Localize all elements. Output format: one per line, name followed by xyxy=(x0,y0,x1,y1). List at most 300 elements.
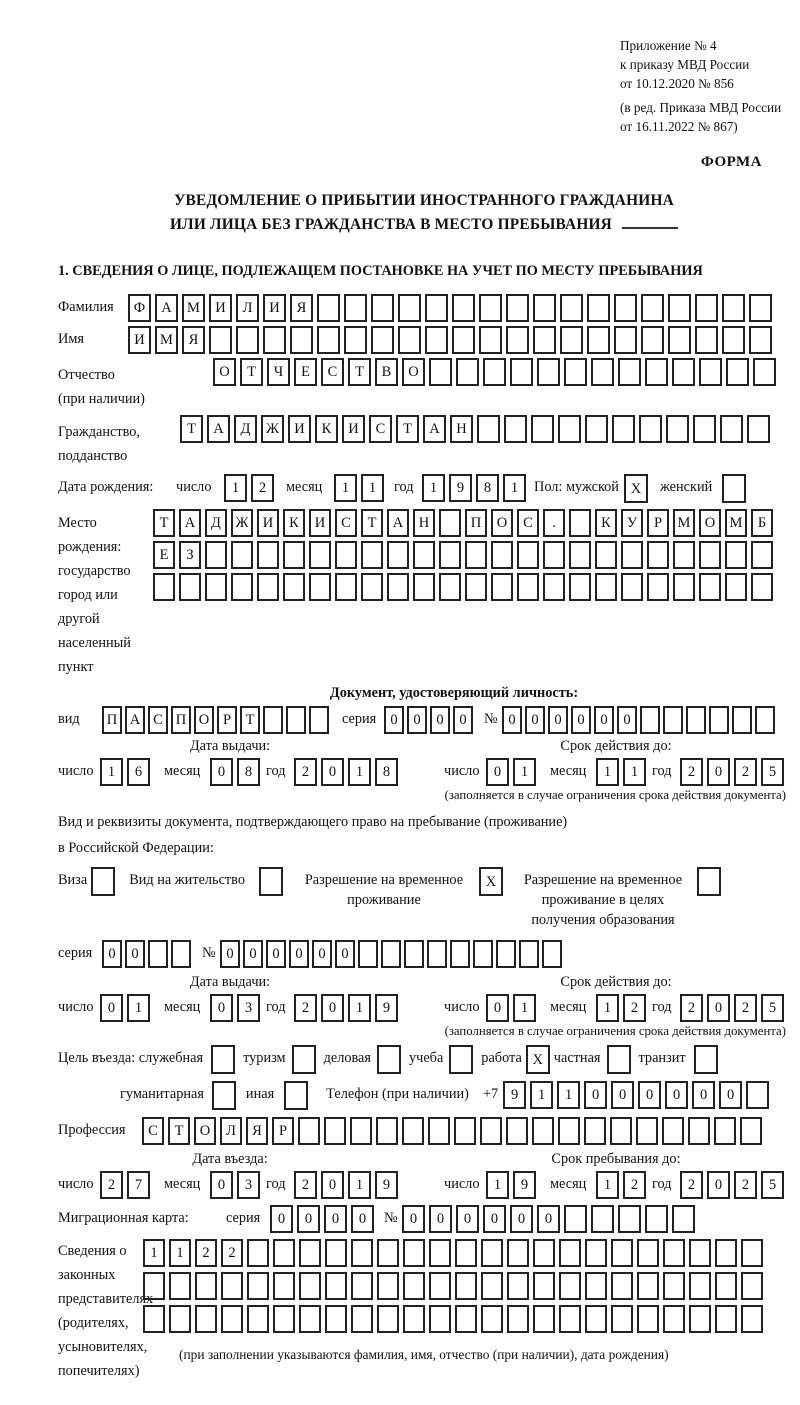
form-cell[interactable] xyxy=(473,940,493,968)
purpose-study-checkbox[interactable] xyxy=(449,1045,473,1074)
form-cell[interactable] xyxy=(344,294,367,322)
form-cell[interactable]: А xyxy=(387,509,409,537)
form-cell[interactable]: . xyxy=(543,509,565,537)
form-cell[interactable]: И xyxy=(209,294,232,322)
birthplace-cells-row1[interactable] xyxy=(153,509,777,537)
form-cell[interactable] xyxy=(428,1117,450,1145)
form-cell[interactable] xyxy=(481,1272,503,1300)
form-cell[interactable] xyxy=(560,294,583,322)
form-cell[interactable]: Т xyxy=(240,706,260,734)
form-cell[interactable] xyxy=(361,541,383,569)
form-cell[interactable] xyxy=(558,1117,580,1145)
form-cell[interactable]: И xyxy=(342,415,365,443)
form-cell[interactable] xyxy=(695,326,718,354)
migration-series-cells[interactable] xyxy=(270,1205,378,1233)
form-cell[interactable] xyxy=(595,541,617,569)
form-cell[interactable] xyxy=(231,573,253,601)
form-cell[interactable] xyxy=(403,1239,425,1267)
form-cell[interactable] xyxy=(429,1305,451,1333)
form-cell[interactable]: 0 xyxy=(210,758,233,786)
form-cell[interactable] xyxy=(425,294,448,322)
purpose-business-checkbox[interactable] xyxy=(377,1045,401,1074)
form-cell[interactable]: С xyxy=(148,706,168,734)
form-cell[interactable] xyxy=(715,1239,737,1267)
form-cell[interactable]: 2 xyxy=(734,758,757,786)
temp-permit-checkbox[interactable]: X xyxy=(479,867,503,896)
form-cell[interactable]: К xyxy=(315,415,338,443)
form-cell[interactable]: 0 xyxy=(692,1081,715,1109)
form-cell[interactable] xyxy=(647,573,669,601)
form-cell[interactable] xyxy=(506,1117,528,1145)
form-cell[interactable] xyxy=(751,541,773,569)
form-cell[interactable] xyxy=(720,415,743,443)
form-cell[interactable]: 9 xyxy=(375,1171,398,1199)
form-cell[interactable] xyxy=(507,1239,529,1267)
doc-number-cells[interactable] xyxy=(502,706,778,734)
surname-cells[interactable] xyxy=(128,294,776,322)
form-cell[interactable] xyxy=(662,1117,684,1145)
form-cell[interactable] xyxy=(404,940,424,968)
form-cell[interactable] xyxy=(746,1081,769,1109)
form-cell[interactable] xyxy=(699,541,721,569)
form-cell[interactable]: 1 xyxy=(513,994,536,1022)
form-cell[interactable]: 2 xyxy=(680,758,703,786)
form-cell[interactable] xyxy=(689,1239,711,1267)
form-cell[interactable] xyxy=(663,1272,685,1300)
form-cell[interactable] xyxy=(587,326,610,354)
form-cell[interactable]: Д xyxy=(205,509,227,537)
form-cell[interactable] xyxy=(273,1305,295,1333)
sex-female-checkbox[interactable] xyxy=(722,474,746,503)
form-cell[interactable] xyxy=(645,1205,668,1233)
permit-valid-month-cells[interactable] xyxy=(596,994,650,1022)
form-cell[interactable] xyxy=(591,358,614,386)
form-cell[interactable]: П xyxy=(465,509,487,537)
form-cell[interactable] xyxy=(479,326,502,354)
form-cell[interactable]: 8 xyxy=(237,758,260,786)
form-cell[interactable]: Л xyxy=(236,294,259,322)
form-cell[interactable] xyxy=(747,415,770,443)
form-cell[interactable] xyxy=(699,358,722,386)
form-cell[interactable] xyxy=(439,509,461,537)
form-cell[interactable] xyxy=(641,294,664,322)
stay-day-cells[interactable] xyxy=(486,1171,540,1199)
form-cell[interactable] xyxy=(221,1272,243,1300)
form-cell[interactable] xyxy=(286,706,306,734)
form-cell[interactable] xyxy=(543,541,565,569)
form-cell[interactable]: 2 xyxy=(294,758,317,786)
form-cell[interactable]: 0 xyxy=(483,1205,506,1233)
form-cell[interactable]: К xyxy=(595,509,617,537)
form-cell[interactable] xyxy=(456,358,479,386)
form-cell[interactable] xyxy=(621,573,643,601)
form-cell[interactable] xyxy=(483,358,506,386)
form-cell[interactable] xyxy=(325,1305,347,1333)
form-cell[interactable]: Ч xyxy=(267,358,290,386)
form-cell[interactable] xyxy=(668,326,691,354)
form-cell[interactable] xyxy=(247,1272,269,1300)
form-cell[interactable] xyxy=(387,541,409,569)
form-cell[interactable]: 1 xyxy=(503,474,526,502)
form-cell[interactable] xyxy=(465,541,487,569)
form-cell[interactable] xyxy=(640,706,660,734)
form-cell[interactable] xyxy=(585,1305,607,1333)
form-cell[interactable] xyxy=(533,1305,555,1333)
form-cell[interactable]: 1 xyxy=(361,474,384,502)
form-cell[interactable] xyxy=(689,1305,711,1333)
form-cell[interactable] xyxy=(317,294,340,322)
form-cell[interactable]: 2 xyxy=(251,474,274,502)
form-cell[interactable] xyxy=(610,1117,632,1145)
form-cell[interactable] xyxy=(195,1305,217,1333)
birth-month-cells[interactable] xyxy=(334,474,388,502)
form-cell[interactable] xyxy=(350,1117,372,1145)
form-cell[interactable] xyxy=(298,1117,320,1145)
form-cell[interactable] xyxy=(741,1305,763,1333)
form-cell[interactable] xyxy=(559,1239,581,1267)
form-cell[interactable]: Е xyxy=(294,358,317,386)
form-cell[interactable]: 5 xyxy=(761,994,784,1022)
form-cell[interactable] xyxy=(179,573,201,601)
purpose-transit-checkbox[interactable] xyxy=(694,1045,718,1074)
form-cell[interactable]: 1 xyxy=(486,1171,509,1199)
form-cell[interactable] xyxy=(531,415,554,443)
form-cell[interactable] xyxy=(663,706,683,734)
form-cell[interactable] xyxy=(205,573,227,601)
form-cell[interactable] xyxy=(496,940,516,968)
form-cell[interactable]: 0 xyxy=(102,940,122,968)
form-cell[interactable] xyxy=(663,1239,685,1267)
form-cell[interactable] xyxy=(477,415,500,443)
form-cell[interactable]: И xyxy=(309,509,331,537)
form-cell[interactable] xyxy=(317,326,340,354)
form-cell[interactable]: 1 xyxy=(557,1081,580,1109)
form-cell[interactable] xyxy=(673,573,695,601)
form-cell[interactable] xyxy=(533,294,556,322)
form-cell[interactable] xyxy=(614,326,637,354)
residence-permit-checkbox[interactable] xyxy=(259,867,283,896)
visa-checkbox[interactable] xyxy=(91,867,115,896)
form-cell[interactable] xyxy=(645,358,668,386)
form-cell[interactable]: Н xyxy=(413,509,435,537)
form-cell[interactable]: 2 xyxy=(294,994,317,1022)
form-cell[interactable] xyxy=(688,1117,710,1145)
form-cell[interactable]: Т xyxy=(180,415,203,443)
phone-cells[interactable] xyxy=(503,1081,773,1109)
form-cell[interactable] xyxy=(361,573,383,601)
form-cell[interactable]: 0 xyxy=(335,940,355,968)
form-cell[interactable]: 7 xyxy=(127,1171,150,1199)
form-cell[interactable] xyxy=(740,1117,762,1145)
permit-issue-month-cells[interactable] xyxy=(210,994,264,1022)
form-cell[interactable] xyxy=(564,1205,587,1233)
form-cell[interactable]: 5 xyxy=(761,758,784,786)
form-cell[interactable] xyxy=(641,326,664,354)
form-cell[interactable]: 5 xyxy=(761,1171,784,1199)
form-cell[interactable]: О xyxy=(491,509,513,537)
form-cell[interactable]: 0 xyxy=(617,706,637,734)
form-cell[interactable]: И xyxy=(263,294,286,322)
form-cell[interactable] xyxy=(636,1117,658,1145)
migration-number-cells[interactable] xyxy=(402,1205,699,1233)
temp-permit-edu-checkbox[interactable] xyxy=(697,867,721,896)
form-cell[interactable] xyxy=(247,1239,269,1267)
form-cell[interactable]: 1 xyxy=(143,1239,165,1267)
form-cell[interactable] xyxy=(209,326,232,354)
form-cell[interactable] xyxy=(558,415,581,443)
form-cell[interactable]: 2 xyxy=(294,1171,317,1199)
form-cell[interactable]: 0 xyxy=(594,706,614,734)
form-cell[interactable] xyxy=(741,1239,763,1267)
form-cell[interactable] xyxy=(452,294,475,322)
form-cell[interactable]: 2 xyxy=(623,994,646,1022)
form-cell[interactable]: Е xyxy=(153,541,175,569)
form-cell[interactable]: З xyxy=(179,541,201,569)
entry-day-cells[interactable] xyxy=(100,1171,154,1199)
form-cell[interactable] xyxy=(725,573,747,601)
form-cell[interactable] xyxy=(715,1305,737,1333)
form-cell[interactable]: М xyxy=(725,509,747,537)
form-cell[interactable] xyxy=(169,1272,191,1300)
form-cell[interactable] xyxy=(517,541,539,569)
form-cell[interactable]: Р xyxy=(647,509,669,537)
form-cell[interactable] xyxy=(377,1272,399,1300)
form-cell[interactable] xyxy=(726,358,749,386)
form-cell[interactable]: О xyxy=(699,509,721,537)
form-cell[interactable] xyxy=(335,541,357,569)
form-cell[interactable] xyxy=(351,1305,373,1333)
form-cell[interactable]: 1 xyxy=(623,758,646,786)
form-cell[interactable]: 0 xyxy=(707,994,730,1022)
form-cell[interactable]: И xyxy=(257,509,279,537)
form-cell[interactable] xyxy=(309,706,329,734)
form-cell[interactable] xyxy=(585,1239,607,1267)
form-cell[interactable]: 0 xyxy=(548,706,568,734)
form-cell[interactable]: О xyxy=(194,706,214,734)
form-cell[interactable]: 0 xyxy=(510,1205,533,1233)
form-cell[interactable]: 1 xyxy=(348,1171,371,1199)
patronymic-cells[interactable] xyxy=(213,358,780,386)
form-cell[interactable] xyxy=(587,294,610,322)
form-cell[interactable]: Т xyxy=(240,358,263,386)
form-cell[interactable] xyxy=(455,1272,477,1300)
form-cell[interactable] xyxy=(542,940,562,968)
form-cell[interactable] xyxy=(647,541,669,569)
form-cell[interactable] xyxy=(273,1272,295,1300)
form-cell[interactable]: 0 xyxy=(486,994,509,1022)
form-cell[interactable] xyxy=(559,1272,581,1300)
form-cell[interactable]: 3 xyxy=(237,994,260,1022)
form-cell[interactable] xyxy=(753,358,776,386)
form-cell[interactable] xyxy=(299,1239,321,1267)
form-cell[interactable] xyxy=(377,1239,399,1267)
form-cell[interactable]: П xyxy=(102,706,122,734)
form-cell[interactable]: 9 xyxy=(513,1171,536,1199)
form-cell[interactable] xyxy=(725,541,747,569)
form-cell[interactable]: Н xyxy=(450,415,473,443)
form-cell[interactable] xyxy=(455,1239,477,1267)
form-cell[interactable]: 0 xyxy=(707,1171,730,1199)
form-cell[interactable]: И xyxy=(288,415,311,443)
form-cell[interactable] xyxy=(143,1272,165,1300)
form-cell[interactable] xyxy=(403,1305,425,1333)
form-cell[interactable] xyxy=(236,326,259,354)
form-cell[interactable]: 8 xyxy=(375,758,398,786)
permit-issue-year-cells[interactable] xyxy=(294,994,402,1022)
form-cell[interactable]: 0 xyxy=(429,1205,452,1233)
form-cell[interactable] xyxy=(309,573,331,601)
form-cell[interactable]: 0 xyxy=(486,758,509,786)
form-cell[interactable]: 0 xyxy=(571,706,591,734)
form-cell[interactable] xyxy=(403,1272,425,1300)
form-cell[interactable]: 1 xyxy=(100,758,123,786)
form-cell[interactable] xyxy=(325,1272,347,1300)
form-cell[interactable] xyxy=(221,1305,243,1333)
form-cell[interactable] xyxy=(231,541,253,569)
doc-series-cells[interactable] xyxy=(384,706,476,734)
form-cell[interactable] xyxy=(672,1205,695,1233)
form-cell[interactable] xyxy=(722,326,745,354)
form-cell[interactable] xyxy=(689,1272,711,1300)
profession-cells[interactable] xyxy=(142,1117,766,1145)
form-cell[interactable] xyxy=(749,294,772,322)
form-cell[interactable]: А xyxy=(179,509,201,537)
form-cell[interactable] xyxy=(741,1272,763,1300)
form-cell[interactable] xyxy=(195,1272,217,1300)
form-cell[interactable] xyxy=(686,706,706,734)
form-cell[interactable] xyxy=(519,940,539,968)
form-cell[interactable] xyxy=(263,706,283,734)
form-cell[interactable] xyxy=(585,1272,607,1300)
form-cell[interactable]: 0 xyxy=(243,940,263,968)
form-cell[interactable]: Я xyxy=(182,326,205,354)
form-cell[interactable]: 0 xyxy=(456,1205,479,1233)
form-cell[interactable]: Я xyxy=(290,294,313,322)
form-cell[interactable]: 0 xyxy=(407,706,427,734)
form-cell[interactable]: 0 xyxy=(100,994,123,1022)
form-cell[interactable]: Ж xyxy=(231,509,253,537)
purpose-private-checkbox[interactable] xyxy=(607,1045,631,1074)
form-cell[interactable] xyxy=(324,1117,346,1145)
form-cell[interactable] xyxy=(413,573,435,601)
form-cell[interactable] xyxy=(452,326,475,354)
form-cell[interactable]: 0 xyxy=(270,1205,293,1233)
form-cell[interactable]: 0 xyxy=(125,940,145,968)
form-cell[interactable] xyxy=(693,415,716,443)
form-cell[interactable] xyxy=(325,1239,347,1267)
form-cell[interactable] xyxy=(263,326,286,354)
form-cell[interactable] xyxy=(465,573,487,601)
form-cell[interactable]: 0 xyxy=(430,706,450,734)
form-cell[interactable] xyxy=(455,1305,477,1333)
representatives-cells-row1[interactable] xyxy=(143,1239,767,1267)
form-cell[interactable] xyxy=(273,1239,295,1267)
form-cell[interactable] xyxy=(429,358,452,386)
form-cell[interactable] xyxy=(506,294,529,322)
form-cell[interactable]: 0 xyxy=(324,1205,347,1233)
form-cell[interactable] xyxy=(429,1272,451,1300)
form-cell[interactable]: М xyxy=(182,294,205,322)
form-cell[interactable] xyxy=(299,1305,321,1333)
form-cell[interactable]: М xyxy=(673,509,695,537)
form-cell[interactable]: С xyxy=(517,509,539,537)
form-cell[interactable] xyxy=(560,326,583,354)
form-cell[interactable]: 0 xyxy=(525,706,545,734)
form-cell[interactable] xyxy=(299,1272,321,1300)
form-cell[interactable] xyxy=(439,573,461,601)
form-cell[interactable] xyxy=(450,940,470,968)
form-cell[interactable] xyxy=(351,1272,373,1300)
form-cell[interactable]: Ж xyxy=(261,415,284,443)
form-cell[interactable]: 0 xyxy=(502,706,522,734)
entry-month-cells[interactable] xyxy=(210,1171,264,1199)
form-cell[interactable]: 2 xyxy=(195,1239,217,1267)
form-cell[interactable]: 1 xyxy=(596,1171,619,1199)
form-cell[interactable] xyxy=(481,1239,503,1267)
form-cell[interactable]: Р xyxy=(217,706,237,734)
form-cell[interactable]: 2 xyxy=(100,1171,123,1199)
form-cell[interactable] xyxy=(290,326,313,354)
form-cell[interactable]: У xyxy=(621,509,643,537)
form-cell[interactable]: 0 xyxy=(321,758,344,786)
form-cell[interactable]: 0 xyxy=(402,1205,425,1233)
stay-month-cells[interactable] xyxy=(596,1171,650,1199)
doc-issue-year-cells[interactable] xyxy=(294,758,402,786)
form-cell[interactable] xyxy=(398,294,421,322)
form-cell[interactable] xyxy=(398,326,421,354)
form-cell[interactable]: Т xyxy=(361,509,383,537)
form-cell[interactable] xyxy=(153,573,175,601)
form-cell[interactable]: 0 xyxy=(321,1171,344,1199)
form-cell[interactable] xyxy=(491,573,513,601)
form-cell[interactable]: 3 xyxy=(237,1171,260,1199)
form-cell[interactable] xyxy=(611,1272,633,1300)
form-cell[interactable]: С xyxy=(369,415,392,443)
form-cell[interactable] xyxy=(257,573,279,601)
form-cell[interactable] xyxy=(614,294,637,322)
form-cell[interactable] xyxy=(283,541,305,569)
form-cell[interactable] xyxy=(637,1305,659,1333)
form-cell[interactable] xyxy=(663,1305,685,1333)
form-cell[interactable] xyxy=(732,706,752,734)
sex-male-checkbox[interactable]: X xyxy=(624,474,648,503)
doc-valid-year-cells[interactable] xyxy=(680,758,788,786)
form-cell[interactable]: 2 xyxy=(680,1171,703,1199)
form-cell[interactable]: 0 xyxy=(719,1081,742,1109)
form-cell[interactable] xyxy=(351,1239,373,1267)
form-cell[interactable] xyxy=(387,573,409,601)
form-cell[interactable] xyxy=(283,573,305,601)
form-cell[interactable]: 0 xyxy=(638,1081,661,1109)
form-cell[interactable] xyxy=(480,1117,502,1145)
form-cell[interactable]: 8 xyxy=(476,474,499,502)
form-cell[interactable] xyxy=(695,294,718,322)
form-cell[interactable]: 0 xyxy=(351,1205,374,1233)
form-cell[interactable] xyxy=(171,940,191,968)
form-cell[interactable] xyxy=(507,1305,529,1333)
form-cell[interactable]: С xyxy=(321,358,344,386)
purpose-other-checkbox[interactable] xyxy=(284,1081,308,1110)
form-cell[interactable]: В xyxy=(375,358,398,386)
form-cell[interactable] xyxy=(371,326,394,354)
form-cell[interactable] xyxy=(507,1272,529,1300)
form-cell[interactable] xyxy=(506,326,529,354)
form-cell[interactable] xyxy=(148,940,168,968)
form-cell[interactable]: М xyxy=(155,326,178,354)
form-cell[interactable]: 1 xyxy=(224,474,247,502)
form-cell[interactable] xyxy=(751,573,773,601)
form-cell[interactable]: К xyxy=(283,509,305,537)
